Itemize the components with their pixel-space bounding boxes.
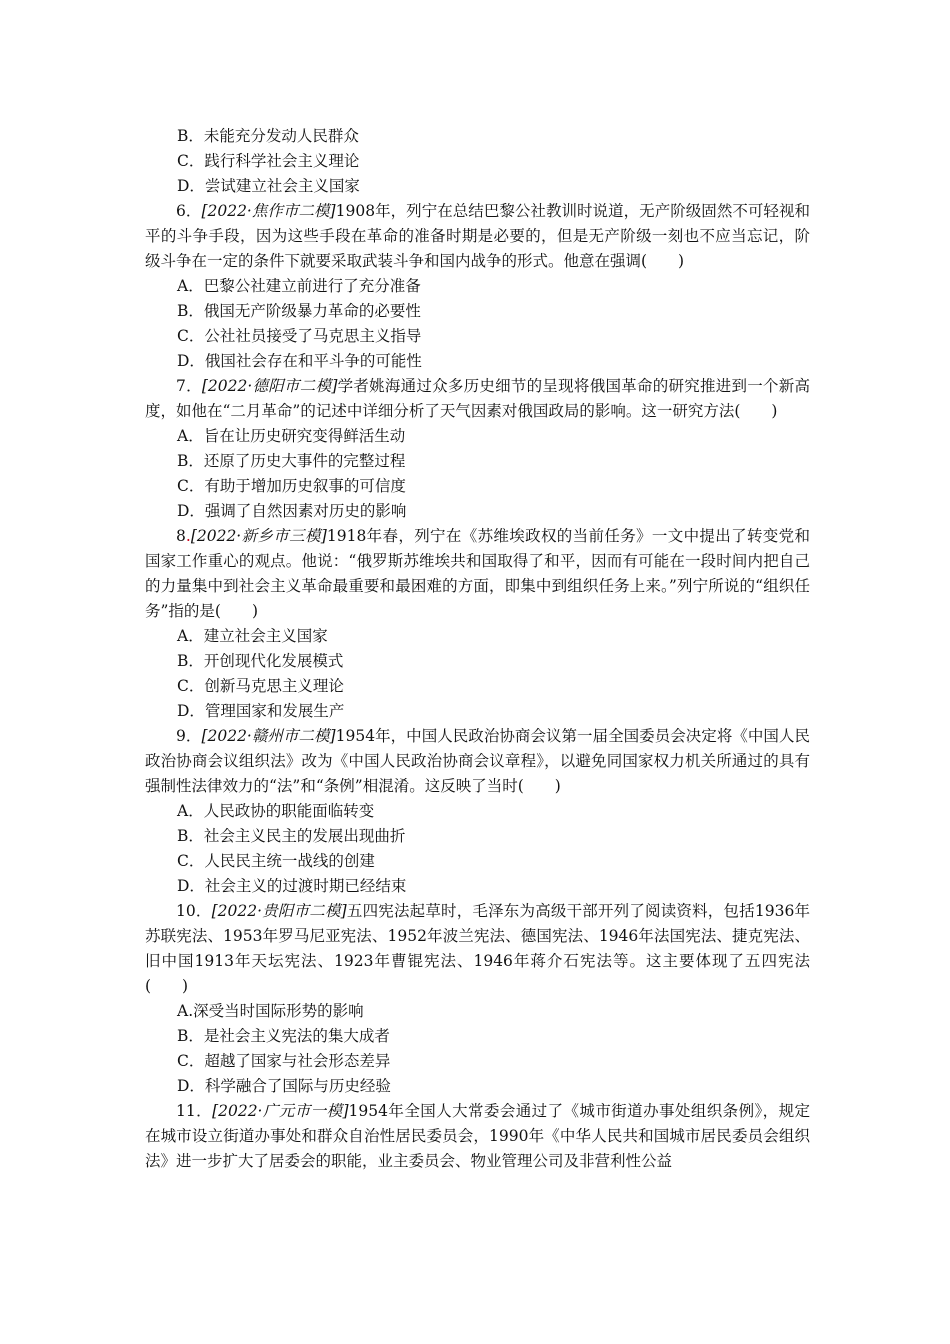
q10-option-c: C．超越了国家与社会形态差异 [177,1052,391,1070]
q11-number: 11． [176,1102,213,1120]
q9-stem: 1954年，中国人民政治协商会议第一届全国委员会决定将《中国人民政治协商会议组织法》改为《中国人民政治协商会议章程》，以避免同国家权力机关所通过的具有强制性法律效力的“法”和“条例”相混淆。这反映了当时( ) [145,727,810,795]
q6-option-c: C．公社社员接受了马克思主义指导 [177,327,422,345]
q7-number: 7． [176,377,202,395]
q10-option-b: B．是社会主义宪法的集大成者 [177,1027,390,1045]
q11-source: [2022·广元市一模] [212,1102,349,1120]
q11-stem: 1954年全国人大常委会通过了《城市街道办事处组织条例》，规定在城市设立街道办事处和群众自治性居民委员会，1990年《中华人民共和国城市居民委员会组织法》进一步扩大了居委会的职能，业主委员会、物业管理公司及非营利性公益 [145,1102,811,1170]
q9-option-b: B．社会主义民主的发展出现曲折 [177,827,406,845]
q5-option-d: D．尝试建立社会主义国家 [177,177,360,195]
q9-source: [2022·赣州市二模] [201,727,336,745]
q6-option-d: D．俄国社会存在和平斗争的可能性 [177,352,422,370]
q9-option-c: C．人民民主统一战线的创建 [177,852,375,870]
question-content [145,124,810,1174]
question-7 [145,374,810,424]
q10-option-a: A.深受当时国际形势的影响 [177,1002,364,1020]
q8-source: [2022·新乡市三模] [190,527,327,545]
q10-option-d: D．科学融合了国际与历史经验 [177,1077,391,1095]
q5-option-c: C．践行科学社会主义理论 [177,152,360,170]
q8-option-d: D．管理国家和发展生产 [177,702,345,720]
q7-stem: 学者姚海通过众多历史细节的呈现将俄国革命的研究推进到一个新高度，如他在“二月革命”的记述中详细分析了天气因素对俄国政局的影响。这一研究方法( ) [145,377,810,420]
question-9 [145,724,810,799]
q6-number: 6． [176,202,202,220]
q8-option-b: B．开创现代化发展模式 [177,652,344,670]
q7-source: [2022·德阳市二模] [201,377,338,395]
q8-number: 8 [176,527,186,545]
q8-option-c: C．创新马克思主义理论 [177,677,344,695]
q5-option-b: B．未能充分发动人民群众 [177,127,359,145]
q9-option-d: D．社会主义的过渡时期已经结束 [177,877,407,895]
q7-option-d: D．强调了自然因素对历史的影响 [177,502,407,520]
question-6 [145,199,810,274]
q10-source: [2022·贵阳市二模] [211,902,347,920]
q8-option-a: A．建立社会主义国家 [177,627,328,645]
q10-stem: 五四宪法起草时，毛泽东为高级干部开列了阅读资料，包括1936年苏联宪法、1953年罗马尼亚宪法、1952年波兰宪法、德国宪法、1946年法国宪法、捷克宪法、旧中国1913年天坛宪法、1923年曹锟宪法、1946年蒋介石宪法等。这主要体现了五四宪法( ) [145,902,810,995]
question-11 [145,1099,810,1174]
q7-option-b: B．还原了历史大事件的完整过程 [177,452,406,470]
q8-stem: 1918年春，列宁在《苏维埃政权的当前任务》一文中提出了转变党和国家工作重心的观点。他说：“俄罗斯苏维埃共和国取得了和平，因而有可能在一段时间内把自己的力量集中到社会主义革命最重要和最困难的方面，即集中到组织任务上来。”列宁所说的“组织任务”指的是( ) [145,527,810,620]
q10-number: 10． [176,902,212,920]
q8-red-dot: . [185,527,191,545]
q9-option-a: A．人民政协的职能面临转变 [177,802,375,820]
q6-stem: 1908年，列宁在总结巴黎公社教训时说道，无产阶级固然不可轻视和平的斗争手段，因为这些手段在革命的准备时期是必要的，但是无产阶级一刻也不应当忘记，阶级斗争在一定的条件下就要采取武装斗争和国内战争的形式。他意在强调( ) [145,202,810,270]
q7-option-c: C．有助于增加历史叙事的可信度 [177,477,406,495]
question-10 [145,899,810,999]
q6-option-a: A．巴黎公社建立前进行了充分准备 [177,277,421,295]
q6-option-b: B．俄国无产阶级暴力革命的必要性 [177,302,421,320]
q9-number: 9． [176,727,202,745]
question-8 [145,524,810,624]
q6-source: [2022·焦作市二模] [201,202,336,220]
q7-option-a: A．旨在让历史研究变得鲜活生动 [177,427,406,445]
